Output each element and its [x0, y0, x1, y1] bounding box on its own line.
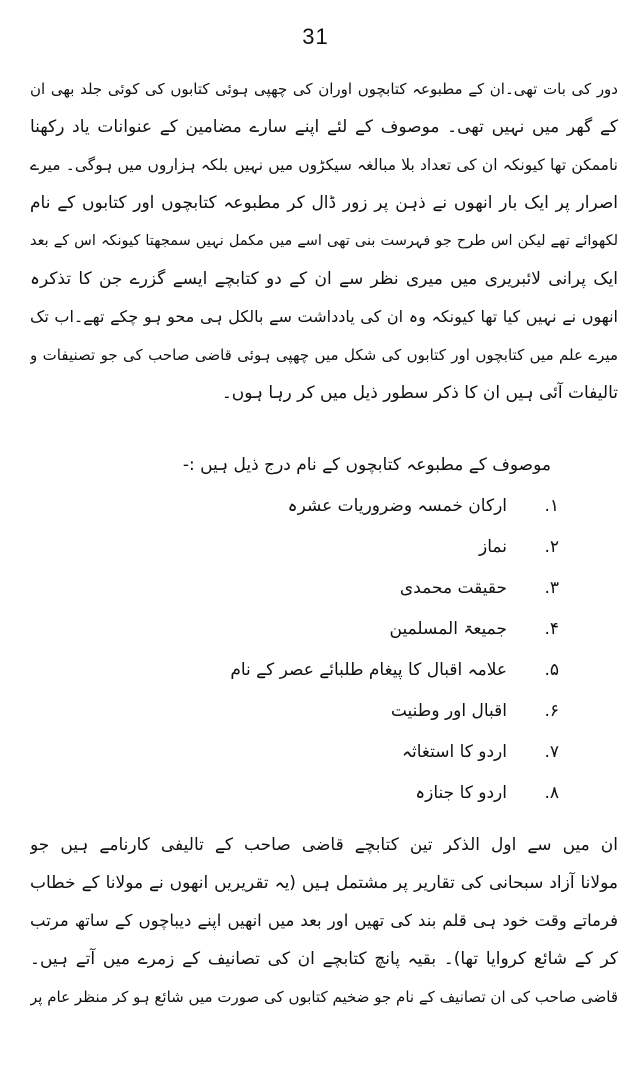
- text-line: اصرار پر ایک بار انھوں نے ذہن پر زور ڈال کر مطبوعہ کتابچوں اور کتابوں کے نام: [30, 193, 618, 213]
- page-number: 31: [302, 24, 329, 49]
- text-line: انھوں نے نہیں کیا تھا کیونکہ وہ ان کی یادداشت سے بالکل ہی محو ہو چکے تھے۔اب تک: [30, 307, 618, 326]
- text-line: ان میں سے اول الذکر تین کتابچے قاضی صاحب کے تالیفی کارنامے ہیں جو: [30, 835, 618, 855]
- text-line: ایک پرانی لائبریری میں میری نظر سے ان کے دو کتابچے ایسے گزرے جن کا تذکرہ: [30, 269, 618, 289]
- text-line: میرے علم میں کتابچوں اور کتابوں کی شکل میں چھپی ہوئی قاضی صاحب کی جو تصنیفات و: [30, 346, 618, 364]
- list-item: [79, 568, 559, 609]
- book-title: ارکان خمسہ وضروریات عشرہ: [287, 496, 507, 516]
- book-title: حقیقت محمدی: [399, 578, 507, 598]
- list-item: [79, 486, 559, 527]
- text-line: فرماتے وقت خود ہی قلم بند کی تھیں اور بعد میں انھیں اپنے دیباچوں کے ساتھ مرتب: [30, 911, 618, 930]
- list-number: ۳.: [544, 578, 559, 598]
- list-number: ۷.: [544, 742, 559, 762]
- text-line: قاضی صاحب کی ان تصانیف کے نام جو ضخیم کتابوں کی صورت میں شائع ہو کر منظر عام پر: [30, 988, 618, 1006]
- list-number: ۶.: [544, 701, 559, 721]
- text-line: کے گھر میں نہیں تھی۔ موصوف کے لئے اپنے سارے مضامین کے عنوانات یاد رکھنا: [30, 117, 618, 137]
- list-item: [79, 732, 559, 773]
- list-item: [79, 527, 559, 568]
- paragraph-1: [30, 70, 618, 412]
- book-title: اقبال اور وطنیت: [390, 701, 507, 721]
- text-line: دور کی بات تھی۔ان کے مطبوعہ کتابچوں اوران کی چھپی ہوئی کتابوں کی کوئی جلد بھی ان: [30, 80, 618, 98]
- list-item: [79, 650, 559, 691]
- list-number: ۴.: [544, 619, 559, 639]
- book-title: اردو کا استغاثہ: [402, 742, 507, 762]
- list-item: [79, 773, 559, 814]
- text-line: ناممکن تھا کیونکہ ان کی تعداد بلا مبالغہ سیکڑوں میں نہیں بلکہ ہزاروں میں ہوگی۔ میرے: [30, 156, 618, 174]
- text-line: کر کے شائع کروایا تھا)۔ بقیہ پانچ کتابچے ان کی تصانیف کے زمرے میں آتے ہیں۔: [30, 949, 618, 969]
- book-list: [79, 486, 559, 814]
- list-number: ۲.: [544, 537, 559, 557]
- book-title: اردو کا جنازہ: [415, 783, 507, 803]
- list-number: ۵.: [544, 660, 559, 680]
- list-intro: موصوف کے مطبوعہ کتابچوں کے نام درج ذیل ہیں :-: [182, 455, 551, 475]
- book-title: نماز: [479, 537, 507, 557]
- list-item: [79, 609, 559, 650]
- list-item: [79, 691, 559, 732]
- text-line: لکھوائے تھے لیکن اس طرح جو فہرست بنی تھی اسے میں مکمل نہیں سمجھتا کیونکہ اس کے بعد: [30, 233, 618, 249]
- book-title: جمیعۃ المسلمین: [389, 619, 507, 639]
- list-number: ۱.: [544, 496, 559, 516]
- book-title: علامہ اقبال کا پیغام طلبائے عصر کے نام: [230, 660, 507, 680]
- text-line: مولانا آزاد سبحانی کی تقاریر پر مشتمل ہیں (یہ تقریریں انھوں نے مولانا کے خطاب: [30, 873, 618, 893]
- paragraph-2: [30, 826, 618, 1016]
- list-number: ۸.: [544, 783, 559, 803]
- text-line: تالیفات آئی ہیں ان کا ذکر سطور ذیل میں کر رہا ہوں۔: [221, 383, 618, 403]
